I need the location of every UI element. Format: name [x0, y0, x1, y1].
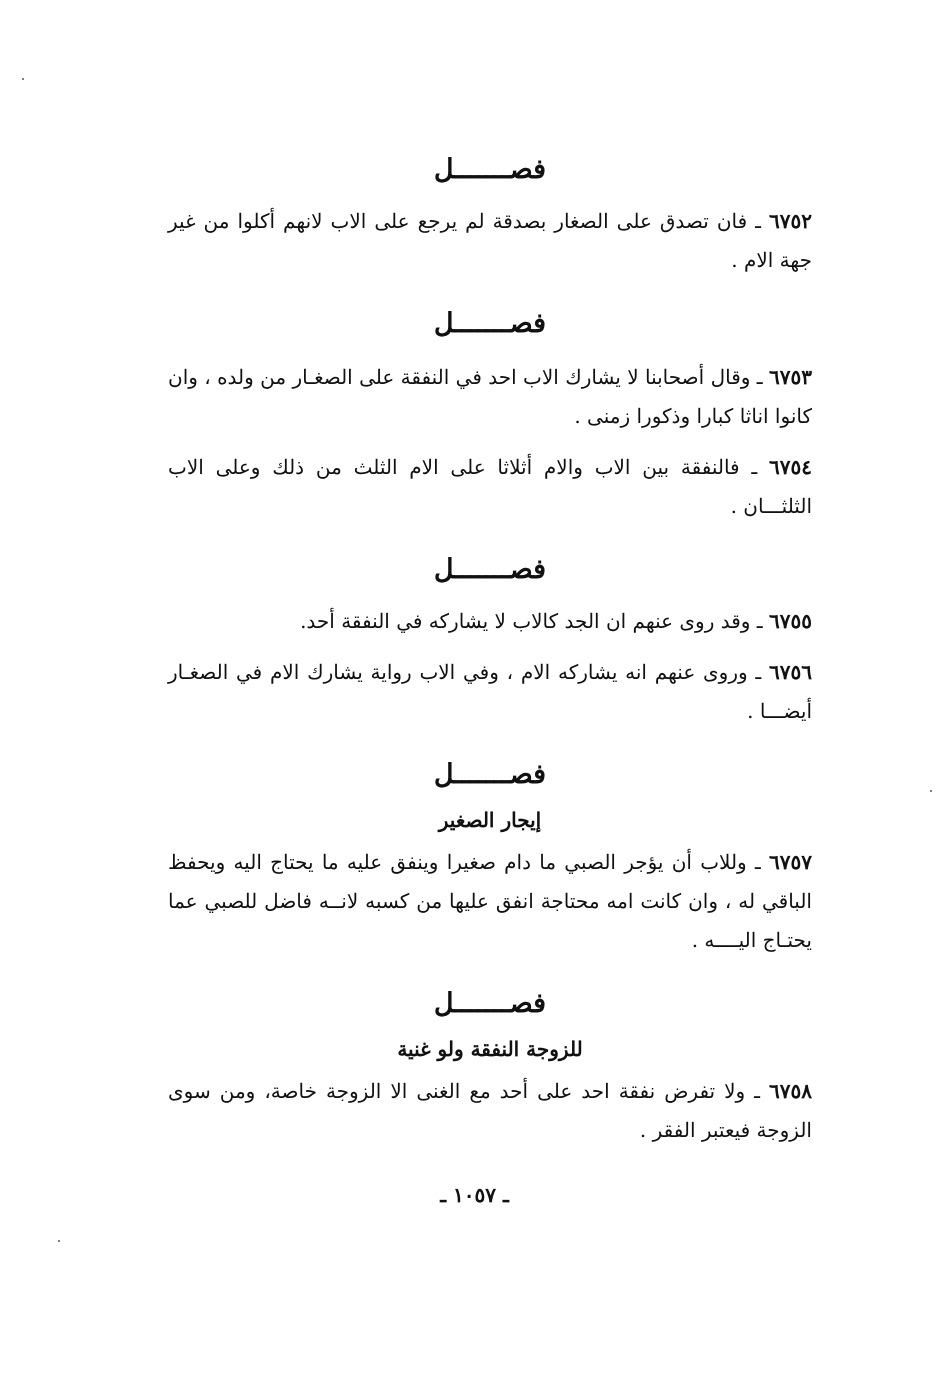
paragraph-number: ٦٧٥٨: [769, 1079, 813, 1103]
section: [168, 150, 812, 280]
paragraph-number: ٦٧٥٤: [769, 455, 812, 479]
section-heading: فصـــــــل: [433, 759, 547, 790]
paragraph-number: ٦٧٥٢: [769, 209, 813, 233]
paragraph: [168, 843, 812, 960]
section: [168, 984, 812, 1150]
paragraph-number: ٦٧٥٦: [769, 660, 813, 684]
paragraph-text: ـ وقال أصحابنا لا يشارك الاب احد في النفقة على الصغـار من ولده ، وان كانوا اناثا كبارا وذكورا زمنى .: [168, 365, 812, 428]
section-subheading: إيجار الصغير: [438, 808, 542, 832]
paragraph-text: ـ وقد روى عنهم ان الجد كالاب لا يشاركه في النفقة أحد.: [300, 609, 763, 633]
scan-speck: [930, 790, 932, 792]
section: [168, 550, 812, 731]
section-heading: فصـــــــل: [433, 554, 547, 585]
section-heading: فصـــــــل: [433, 988, 547, 1019]
paragraph: [168, 602, 812, 641]
paragraph-text: ـ فالنفقة بين الاب والام أثلاثا على الام الثلث من ذلك وعلى الاب الثلثـــان .: [168, 455, 812, 518]
paragraph-text: ـ ولا تفرض نفقة احد على أحد مع الغنى الا الزوجة خاصة، ومن سوى الزوجة فيعتبر الفقر .: [168, 1079, 812, 1142]
paragraph-text: ـ فان تصدق على الصغار بصدقة لم يرجع على الاب لانهم أكلوا من غير جهة الام .: [168, 209, 812, 272]
paragraph: [168, 448, 812, 526]
paragraph-text: ـ وللاب أن يؤجر الصبي ما دام صغيرا وينفق عليه ما يحتاج اليه ويحفظ الباقي له ، وان كانت امه محتاجة انفق عليها من كسبه لانــه فاضل للصبي عما يحتـاج اليــــه .: [168, 850, 812, 952]
paragraph-number: ٦٧٥٧: [769, 850, 812, 874]
section-heading: فصـــــــل: [433, 154, 547, 185]
page-number: ـ ١٠٥٧ ـ: [440, 1183, 509, 1207]
paragraph-number: ٦٧٥٣: [769, 365, 812, 389]
paragraph-number: ٦٧٥٥: [769, 609, 812, 633]
section: [168, 755, 812, 960]
paragraph: [168, 202, 812, 280]
paragraph: [168, 653, 812, 731]
section-subheading: للزوجة النفقة ولو غنية: [397, 1037, 583, 1061]
paragraph: [168, 1072, 812, 1150]
text-column: [168, 150, 812, 1150]
paragraph: [168, 358, 812, 436]
paragraph-text: ـ وروى عنهم انه يشاركه الام ، وفي الاب رواية يشارك الام في الصغـار أيضـــا .: [168, 660, 812, 723]
scan-speck: [22, 78, 24, 80]
section: [168, 304, 812, 526]
scan-speck: [58, 1240, 60, 1242]
section-heading: فصـــــــل: [433, 308, 547, 339]
